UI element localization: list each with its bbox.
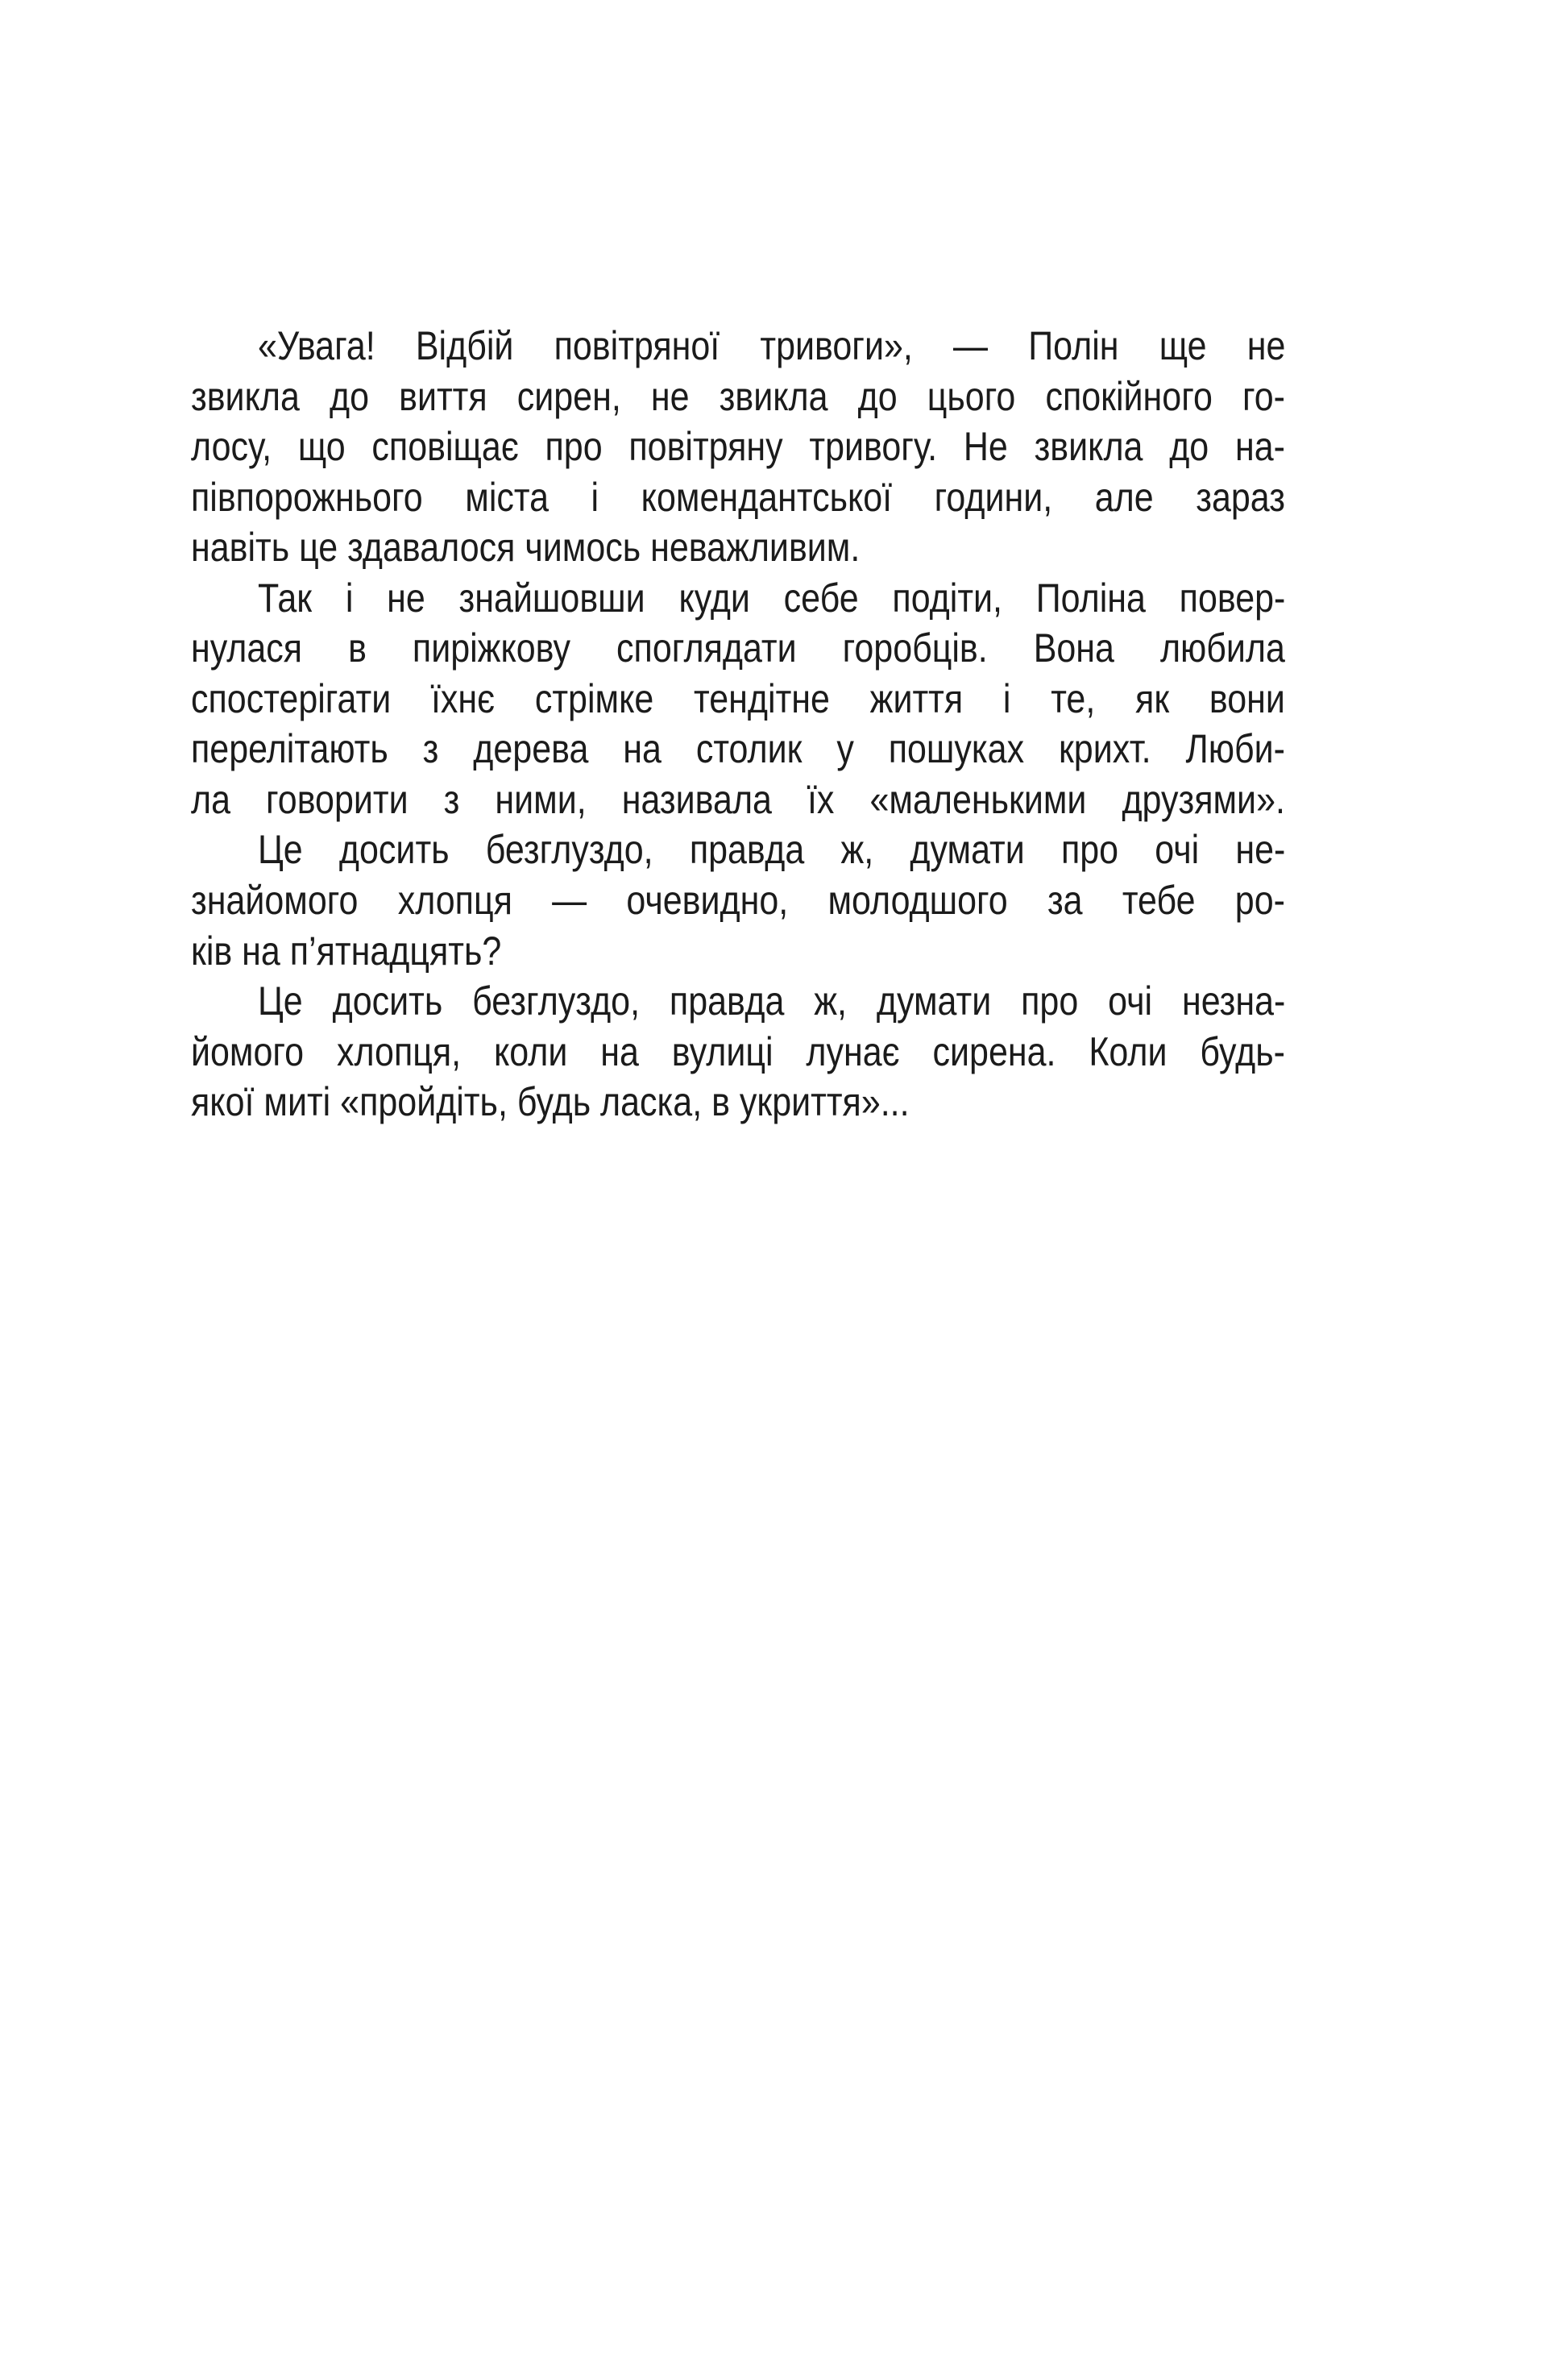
body-text <box>191 321 1285 1128</box>
text-line <box>191 623 1285 674</box>
text-line-content: звикла до виття сирен, не звикла до цього спокійного го- <box>191 373 1285 419</box>
text-line <box>191 674 1285 725</box>
text-line <box>191 926 1285 977</box>
text-line <box>191 824 1285 875</box>
text-line-content: йомого хлопця, коли на вулиці лунає сирена. Коли будь- <box>191 1028 1285 1074</box>
text-line-content: ла говорити з ними, називала їх «маленькими друзями». <box>191 776 1285 822</box>
text-line-content: «Увага! Відбій повітряної тривоги», — Полін ще не <box>258 323 1286 368</box>
text-line-content: спостерігати їхнє стрімке тендітне життя і те, як вони <box>191 675 1285 721</box>
paragraph-2 <box>191 573 1285 825</box>
text-line-content: Так і не знайшовши куди себе подіти, Поліна повер- <box>258 575 1286 621</box>
text-line <box>191 573 1285 624</box>
text-line-content: лосу, що сповіщає про повітряну тривогу. Не звикла до на- <box>191 424 1285 470</box>
text-line-content: якої миті «пройдіть, будь ласка, в укриття»... <box>191 1079 910 1125</box>
text-line <box>191 1077 1285 1128</box>
text-line <box>191 321 1285 372</box>
text-line-content: перелітають з дерева на столик у пошуках крихт. Люби- <box>191 726 1285 772</box>
text-line <box>191 1027 1285 1078</box>
text-line-content: півпорожнього міста і комендантської години, але зараз <box>191 474 1285 520</box>
text-line <box>191 724 1285 775</box>
text-line-content: нулася в пиріжкову споглядати горобців. Вона любила <box>191 625 1285 671</box>
paragraph-3 <box>191 824 1285 976</box>
text-line <box>191 522 1285 573</box>
text-line <box>191 472 1285 523</box>
text-line-content: знайомого хлопця — очевидно, молодшого за тебе ро- <box>191 878 1285 924</box>
paragraph-1 <box>191 321 1285 573</box>
text-line-content: Це досить безглуздо, правда ж, думати про очі не- <box>258 827 1286 873</box>
text-line-content: ків на п’ятнадцять? <box>191 928 502 974</box>
text-line <box>191 976 1285 1027</box>
text-line-content: Це досить безглуздо, правда ж, думати про очі незна- <box>258 978 1286 1024</box>
text-line <box>191 422 1285 472</box>
text-line <box>191 372 1285 422</box>
text-line <box>191 775 1285 825</box>
paragraph-4 <box>191 976 1285 1128</box>
text-line-content: навіть це здавалося чимось неважливим. <box>191 525 861 571</box>
text-line <box>191 875 1285 926</box>
